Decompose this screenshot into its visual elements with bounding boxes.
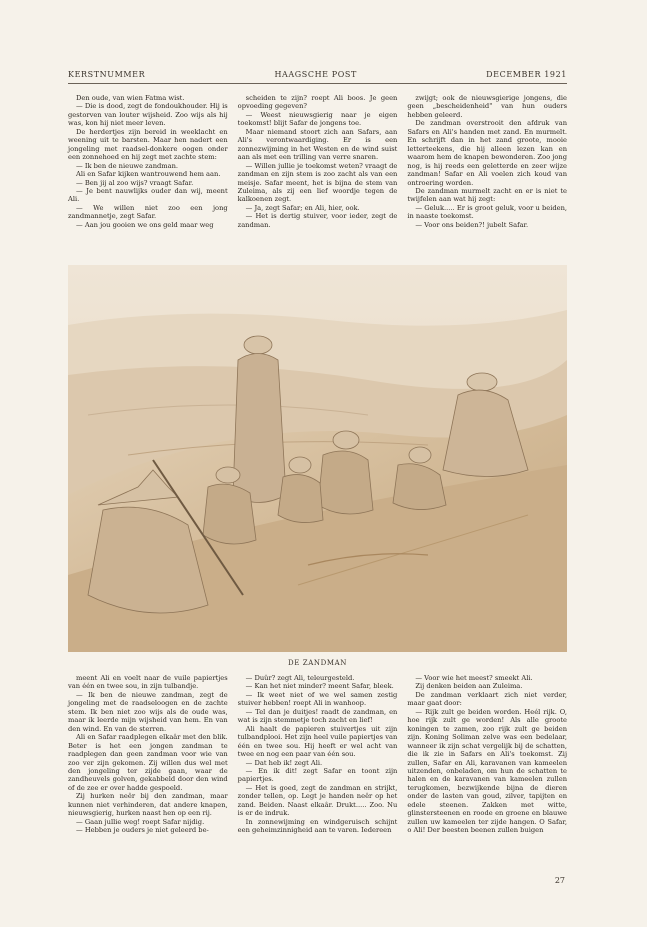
paragraph: — Willen jullie je toekomst weten? vraagt de zandman en zijn stem is zoo zacht als van een meisje. Safar meent, het is bijna de stem van Zuleima, als zij een lief woordje tegen de kalkoenen zegt. bbox=[237, 161, 398, 204]
paragraph: — Geluk..... Er is groot geluk, voor u beiden, in naaste toekomst. bbox=[407, 203, 568, 221]
paragraph: Maar niemand stoort zich aan Safars, aan Ali's verontwaardiging. Er is een zonnezwijming in het Westen en de wind suist aan als met een trilling van verre snaren. bbox=[237, 127, 398, 162]
paragraph: De herdertjes zijn bereid in weeklacht en weening uit te barsten. Maar hen nadert een jongeling met raadsel-donkere oogen onder een zonnehoed en hij zegt met zachte stem: bbox=[68, 127, 228, 162]
paragraph: — Aan jou gooien we ons geld maar weg bbox=[76, 220, 214, 229]
photo-illustration bbox=[68, 265, 567, 652]
paragraph: Ali en Safar raadplegen elkaâr met den blik. Beter is het een jongen zandman te raadplegen dan geen zandman voor wie van zoo ver zijn gekomen. Zij willen dus wel met den jongeling ter zijde gaan, waar de zandheuvels golven, gekabbeld door den wind of de zee er over hadde gespoeld. bbox=[68, 733, 228, 792]
paragraph: — Ik ben de nieuwe zandman. bbox=[76, 161, 179, 170]
paragraph: — Tel dan je duitjes! raadt de zandman, en wat is zijn stemmetje toch zacht en lief! bbox=[237, 707, 398, 725]
paragraph: — Voor ons beiden?! jubelt Safar. bbox=[415, 220, 529, 229]
header-left: KERSTNUMMER bbox=[68, 70, 146, 79]
running-header bbox=[68, 70, 567, 79]
desert-photograph bbox=[68, 265, 567, 652]
paragraph: — Rijk zult ge beiden worden. Heél rijk. O, hoe rijk zult ge worden! Als alle groote koningen te zamen, zoo rijk zult ge beiden zijn. Koning Soliman zelve was een bedelaar, wanneer ik zijn schat vergelijk bij de schatten, die ik zie in Safars en Ali's toekomst. Zij zullen, Safar en Ali, karavanen van kameelen uitzenden, onbeladen, om hun de schatten te halen en de karavanen van kameelen zullen terugkomen, bezwijkende bijna de dieren onder de lasten van goud, zilver, tapijten en edele steenen. Zakken met witte, glinstersteenen en roode en groene en blauwe zullen uw kameelen ter zijde hangen. O Safar, o Ali! Der beesten beenen zullen buigen bbox=[407, 707, 568, 835]
paragraph: — Gaan jullie weg! roept Safar nijdig. bbox=[76, 817, 205, 826]
paragraph: De zandman overstrooit den afdruk van Safars en Ali's handen met zand. En murmelt. En schrijft dan in het zand groote, mooie letterteekens, die hij alleen lezen kan en waarom hem de knapen bewonderen. Zoo jong nog, is hij reeds een geletterde en zeer wijze zandman! Safar en Ali voelen zich koud van ontroering worden. bbox=[407, 119, 568, 187]
header-rule bbox=[68, 83, 567, 84]
paragraph: De zandman verklaart zich niet verder, maar gaat door: bbox=[407, 690, 568, 708]
paragraph: In zonnewijming en windgeruisch schijnt een geheimzinnigheid aan te varen. Iedereen bbox=[237, 817, 398, 835]
paragraph: — Weest nieuwsgierig naar je eigen toekomst! blijt Safar de jongens toe. bbox=[237, 110, 398, 128]
standing-figure bbox=[233, 336, 286, 503]
paragraph: — Het is goed, zegt de zandman en strijkt, zonder tellen, op. Legt je handen neêr op het zand. Beiden. Naast elkaâr. Drukt..... Zoo. Nu is er de indruk. bbox=[237, 783, 398, 818]
paragraph: scheiden te zijn? roept Ali boos. Je geen opvoeding gegeven? bbox=[237, 94, 398, 111]
paragraph: — Het is dertig stuiver, voor ieder, zegt de zandman. bbox=[237, 212, 398, 229]
bottom-column-3 bbox=[407, 674, 567, 854]
paragraph: Zij denken beiden aan Zuleima. bbox=[415, 682, 523, 691]
paragraph: — Ben jij al zoo wijs? vraagt Safar. bbox=[76, 178, 194, 187]
top-column-1 bbox=[68, 94, 228, 254]
paragraph: — Kan het niet minder? meent Safar, bleek. bbox=[245, 682, 394, 691]
paragraph: Den oude, van wien Fatma wist. bbox=[76, 94, 185, 102]
paragraph: Ali en Safar kijken wantrouwend hem aan. bbox=[76, 170, 221, 179]
top-column-2 bbox=[238, 94, 398, 254]
paragraph: — Je bent nauwlijks ouder dan wij, meent Ali. bbox=[68, 186, 228, 204]
paragraph: — Duûr? zegt Ali, teleurgesteld. bbox=[245, 674, 355, 682]
paragraph: — Voor wie het meest? smeekt Ali. bbox=[415, 674, 533, 682]
page-number: 27 bbox=[554, 876, 565, 885]
photo-caption: DE ZANDMAN bbox=[288, 659, 347, 667]
paragraph: — Ik weet niet of we wel samen zestig stuiver hebben! roept Ali in wanhoop. bbox=[237, 690, 398, 708]
top-column-3 bbox=[407, 94, 567, 254]
paragraph: Ali haalt de papieren stuivertjes uit zijn tulbandplooi. Het zijn heel vuile papiertjes van één en twee sou. Hij heeft er wel acht van twee en nog een paar van één sou. bbox=[237, 724, 398, 759]
paragraph: — We willen niet zoo een jong zandmannetje, zegt Safar. bbox=[68, 203, 228, 221]
paragraph: zwijgt; ook de nieuwsgierige jongens, die geen „bescheidenheid" van hun ouders hebben geleerd. bbox=[407, 94, 568, 119]
header-right: DECEMBER 1921 bbox=[486, 70, 567, 79]
paragraph: De zandman murmelt zacht en er is niet te twijfelen aan wat hij zegt: bbox=[407, 186, 568, 204]
paragraph: meent Ali en voelt naar de vuile papiertjes van één en twee sou, in zijn tulbandje. bbox=[68, 674, 228, 691]
paragraph: — Ik ben de nieuwe zandman, zegt de jongeling met de raadseloogen en de zachte stem. Ik ben niet zoo wijs als de oude was, maar ik leerde mijn wijsheid van hem. En van den wind. En van de sterren. bbox=[68, 690, 228, 733]
paragraph: Zij hurken neêr bij den zandman, maar kunnen niet verhinderen, dat andere knapen, nieuwsgierig, hurken naast hen op een rij. bbox=[68, 792, 228, 818]
paragraph: — En ik dit! zegt Safar en toont zijn papiertjes. bbox=[237, 766, 398, 784]
paragraph: — Hebben je ouders je niet geleerd be- bbox=[76, 826, 209, 835]
bottom-column-1 bbox=[68, 674, 228, 854]
top-text-block bbox=[68, 94, 567, 254]
paragraph: — Ja, zegt Safar; en Ali, hier, ook. bbox=[245, 203, 360, 212]
bottom-column-2 bbox=[238, 674, 398, 854]
paragraph: — Die is dood, zegt de fondoukhouder. Hij is gestorven van louter wijsheid. Zoo wijs als hij was, kon hij niet meer leven. bbox=[68, 102, 228, 128]
bottom-text-block bbox=[68, 674, 567, 854]
paragraph: — Dat heb ik! zegt Ali. bbox=[245, 758, 323, 767]
header-center: HAAGSCHE POST bbox=[274, 70, 357, 79]
